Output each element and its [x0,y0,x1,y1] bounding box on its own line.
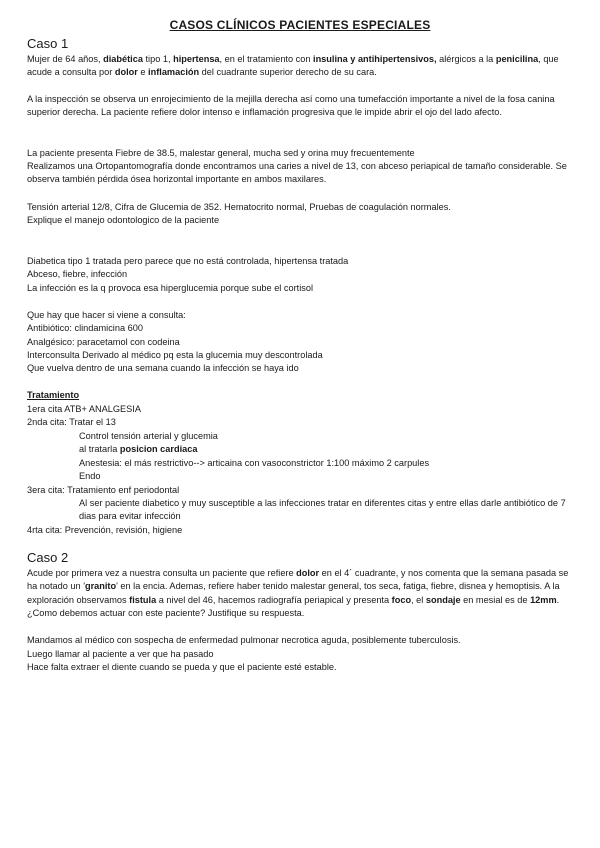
tratamiento-heading: Tratamiento [27,390,80,400]
tratamiento-cita-3: 3era cita: Tratamiento enf periodontal [27,485,180,495]
caso1-consulta-5: Que vuelva dentro de una semana cuando la infección se haya ido [27,363,299,373]
caso1-nota-2: Abceso, fiebre, infección [27,269,128,279]
tratamiento-cita-2-control: Control tensión arterial y glucemia [79,431,218,441]
caso1-fiebre: La paciente presenta Fiebre de 38.5, malestar general, mucha sed y orina muy frecuentemente [27,148,415,158]
caso1-nota-1: Diabetica tipo 1 tratada pero parece que no está controlada, hipertensa tratada [27,256,349,266]
tratamiento-cita-2-anestesia: Anestesia: el más restrictivo--> articaina con vasoconstrictor 1:100 máximo 2 carpules [79,458,430,468]
caso1-consulta-3: Analgésico: paracetamol con codeina [27,337,180,347]
caso1-inspeccion: A la inspección se observa un enrojecimiento de la mejilla derecha así como una tumefacción importante a nivel de la fosa canina superior derecha. La paciente refiere dolor intenso e inflamación progresiva que le impide abrir el ojo del lado afecto. [27,94,555,118]
caso1-consulta-1: Que hay que hacer si viene a consulta: [27,310,186,320]
tratamiento-cita-1: 1era cita ATB+ ANALGESIA [27,404,141,414]
caso2-nota-1: Mandamos al médico con sospecha de enfermedad pulmonar necrotica aguda, posiblemente tuberculosis. [27,635,461,645]
caso1-heading: Caso 1 [27,36,69,51]
caso1-explique: Explique el manejo odontologico de la paciente [27,215,220,225]
caso2-nota-3: Hace falta extraer el diente cuando se pueda y que el paciente esté estable. [27,662,337,672]
tratamiento-cita-4: 4rta cita: Prevención, revisión, higiene [27,525,183,535]
tratamiento-cita-2-posicion: al tratarla posicion cardiaca [79,444,198,454]
caso1-tension: Tensión arterial 12/8, Cifra de Glucemia de 352. Hematocrito normal, Pruebas de coagulación normales. [27,202,451,212]
tratamiento-cita-2-endo: Endo [79,471,101,481]
document-title: CASOS CLÍNICOS PACIENTES ESPECIALES [169,18,431,32]
tratamiento-cita-3-detalle: Al ser paciente diabetico y muy susceptible a las infecciones tratar en diferentes citas y entre ellas darle antibiótico de 7 dias para evitar infección [79,498,566,521]
caso2-texto: Acude por primera vez a nuestra consulta un paciente que refiere dolor en el 4´ cuadrante, y nos comenta que la semana pasada se ha notado un 'granito' en la encia. Ademas, refiere haber tenido malestar general, tos seca, fatiga, fiebre, disnea y hemoptisis. A la exploración observamos fistula a nivel del 46, hacemos radiografía periapical y presenta foco, el sondaje en mesial es de 12mm. ¿Como debemos actuar con este paciente? Justifique su respuesta. [27,568,569,619]
caso1-nota-3: La infección es la q provoca esa hiperglucemia porque sube el cortisol [27,283,314,293]
caso2-heading: Caso 2 [27,550,69,565]
tratamiento-cita-2: 2nda cita: Tratar el 13 [27,417,116,427]
caso1-intro: Mujer de 64 años, diabética tipo 1, hipertensa, en el tratamiento con insulina y antihipertensivos, alérgicos a la penicilina, que acude a consulta por dolor e inflamación del cuadrante superior derecho de su cara. [27,54,559,78]
caso1-consulta-4: Interconsulta Derivado al médico pq esta la glucemia muy descontrolada [27,350,323,360]
caso1-consulta-2: Antibiótico: clindamicina 600 [27,323,143,333]
caso1-ortopantomografia: Realizamos una Ortopantomografía donde encontramos una caries a nivel de 13, con abceso periapical de tamaño considerable. Se observa también pérdida ósea horizontal importante en ambos maxilares. [27,161,567,185]
caso2-nota-2: Luego llamar al paciente a ver que ha pasado [27,649,214,659]
